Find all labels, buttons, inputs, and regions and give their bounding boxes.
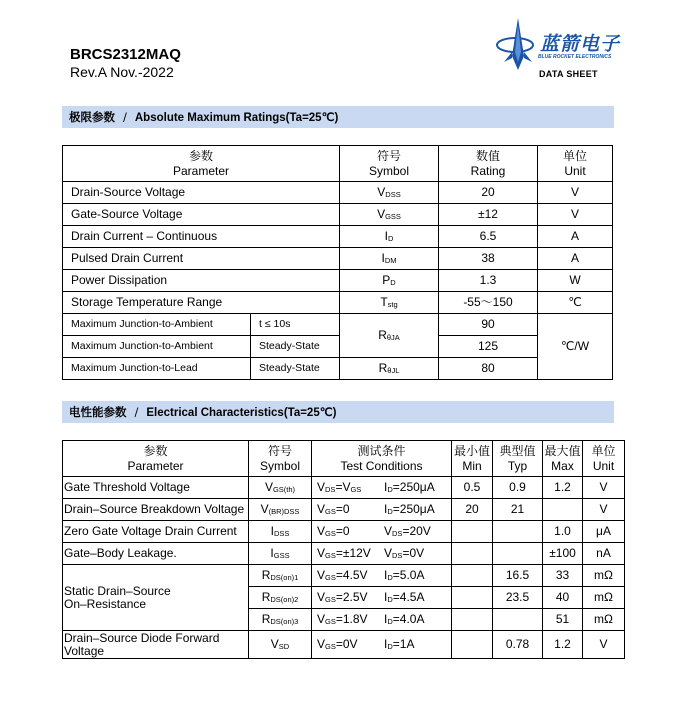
typ-cell: 0.9 bbox=[493, 477, 543, 499]
table-row bbox=[63, 565, 625, 587]
symbol-cell: $I_{GSS}$ bbox=[249, 543, 312, 565]
min-cell bbox=[452, 587, 493, 609]
rating-cell: 20 bbox=[439, 182, 538, 204]
table-row bbox=[63, 226, 613, 248]
rating-cell: 6.5 bbox=[439, 226, 538, 248]
rating-cell: 80 bbox=[439, 358, 538, 380]
rating-cell: -55～150 bbox=[439, 292, 538, 314]
table-row bbox=[63, 292, 613, 314]
param-cell: Static Drain–Source On–Resistance bbox=[63, 565, 249, 631]
symbol-cell: $R_{\theta JL}$ bbox=[340, 358, 439, 380]
typ-cell: 0.78 bbox=[493, 631, 543, 659]
table-row bbox=[63, 521, 625, 543]
symbol-cell: $R_{DS(on)3}$ bbox=[249, 609, 312, 631]
header-test-conditions: 测试条件 Test Conditions bbox=[312, 441, 452, 477]
section-title-en: Electrical Characteristics(Ta=25℃) bbox=[146, 407, 337, 419]
unit-cell: V bbox=[583, 477, 625, 499]
unit-cell: V bbox=[538, 182, 613, 204]
unit-cell: ℃ bbox=[538, 292, 613, 314]
elec-section-bar bbox=[62, 401, 614, 423]
table-header-row bbox=[63, 146, 613, 182]
table-row bbox=[63, 336, 613, 358]
table-row bbox=[63, 204, 613, 226]
header-parameter: 参数 Parameter bbox=[63, 441, 249, 477]
rocket-icon bbox=[496, 16, 542, 72]
logo-chinese-text: 蓝箭电子 bbox=[540, 33, 621, 55]
max-cell: 40 bbox=[543, 587, 583, 609]
min-cell: 0.5 bbox=[452, 477, 493, 499]
typ-cell: 23.5 bbox=[493, 587, 543, 609]
header-rating: 数值 Rating bbox=[439, 146, 538, 182]
condition-cell: $V_{GS}=0$ $V_{DS}=20V$ bbox=[312, 521, 452, 543]
typ-cell bbox=[493, 521, 543, 543]
unit-cell: mΩ bbox=[583, 565, 625, 587]
typ-cell bbox=[493, 609, 543, 631]
param-cell: Storage Temperature Range bbox=[63, 292, 340, 314]
min-cell bbox=[452, 565, 493, 587]
unit-cell: V bbox=[583, 631, 625, 659]
unit-cell: V bbox=[583, 499, 625, 521]
company-logo bbox=[496, 16, 626, 72]
symbol-cell: $T_{stg}$ bbox=[340, 292, 439, 314]
symbol-cell: $R_{DS(on)1}$ bbox=[249, 565, 312, 587]
table-row bbox=[63, 182, 613, 204]
max-cell: 1.2 bbox=[543, 477, 583, 499]
rating-cell: 1.3 bbox=[439, 270, 538, 292]
symbol-cell: $P_D$ bbox=[340, 270, 439, 292]
symbol-cell: $R_{DS(on)2}$ bbox=[249, 587, 312, 609]
elec-table bbox=[62, 440, 625, 659]
condition-cell: $V_{GS}=1.8V$ $I_D=4.0A$ bbox=[312, 609, 452, 631]
param-cell: Drain Current – Continuous bbox=[63, 226, 340, 248]
unit-cell: μA bbox=[583, 521, 625, 543]
min-cell bbox=[452, 543, 493, 565]
abs-max-table bbox=[62, 145, 613, 380]
rating-cell: ±12 bbox=[439, 204, 538, 226]
param-cell: Maximum Junction-to-Ambient bbox=[63, 314, 251, 336]
condition-cell: $V_{GS}=0$ $I_D=250\mu A$ bbox=[312, 499, 452, 521]
part-number: BRCS2312MAQ bbox=[70, 46, 181, 63]
param-cell: Zero Gate Voltage Drain Current bbox=[63, 521, 249, 543]
table-row bbox=[63, 631, 625, 659]
header-unit: 单位 Unit bbox=[583, 441, 625, 477]
param-cell: Gate-Source Voltage bbox=[63, 204, 340, 226]
symbol-cell: $I_D$ bbox=[340, 226, 439, 248]
unit-cell: A bbox=[538, 226, 613, 248]
logo-english-text: BLUE ROCKET ELECTRONICS bbox=[538, 54, 612, 60]
typ-cell bbox=[493, 543, 543, 565]
param-cell: Maximum Junction-to-Ambient bbox=[63, 336, 251, 358]
header-min: 最小值 Min bbox=[452, 441, 493, 477]
param-cell: Drain–Source Diode Forward Voltage bbox=[63, 631, 249, 659]
section-title-en: Absolute Maximum Ratings(Ta=25℃) bbox=[134, 112, 339, 124]
max-cell: 33 bbox=[543, 565, 583, 587]
param-cell: Pulsed Drain Current bbox=[63, 248, 340, 270]
unit-cell: nA bbox=[583, 543, 625, 565]
table-row bbox=[63, 314, 613, 336]
symbol-cell: $V_{DSS}$ bbox=[340, 182, 439, 204]
header-max: 最大值 Max bbox=[543, 441, 583, 477]
max-cell: ±100 bbox=[543, 543, 583, 565]
max-cell: 51 bbox=[543, 609, 583, 631]
min-cell: 20 bbox=[452, 499, 493, 521]
symbol-cell: $V_{GS(th)}$ bbox=[249, 477, 312, 499]
symbol-cell: $I_{DSS}$ bbox=[249, 521, 312, 543]
unit-cell: mΩ bbox=[583, 587, 625, 609]
param-cell: Drain–Source Breakdown Voltage bbox=[63, 499, 249, 521]
param-cell: Gate Threshold Voltage bbox=[63, 477, 249, 499]
typ-cell: 16.5 bbox=[493, 565, 543, 587]
rating-cell: 90 bbox=[439, 314, 538, 336]
header-unit: 单位 Unit bbox=[538, 146, 613, 182]
param-cell: Drain-Source Voltage bbox=[63, 182, 340, 204]
table-row bbox=[63, 543, 625, 565]
condition-cell: $V_{GS}=2.5V$ $I_D=4.5A$ bbox=[312, 587, 452, 609]
header-parameter: 参数 Parameter bbox=[63, 146, 340, 182]
unit-cell: mΩ bbox=[583, 609, 625, 631]
max-cell: 1.0 bbox=[543, 521, 583, 543]
unit-cell: W bbox=[538, 270, 613, 292]
section-title-cn: 极限参数 bbox=[69, 110, 115, 124]
symbol-cell: $V_{GSS}$ bbox=[340, 204, 439, 226]
table-row bbox=[63, 477, 625, 499]
header-symbol: 符号 Symbol bbox=[340, 146, 439, 182]
condition-cell: $V_{GS}=\pm 12V$ $V_{DS}=0V$ bbox=[312, 543, 452, 565]
max-cell: 1.2 bbox=[543, 631, 583, 659]
min-cell bbox=[452, 631, 493, 659]
unit-cell: A bbox=[538, 248, 613, 270]
symbol-cell: $V_{SD}$ bbox=[249, 631, 312, 659]
condition-cell: t ≤ 10s bbox=[251, 314, 340, 336]
condition-cell: $V_{GS}=4.5V$ $I_D=5.0A$ bbox=[312, 565, 452, 587]
table-row bbox=[63, 358, 613, 380]
doc-type-label: DATA SHEET bbox=[539, 69, 598, 79]
symbol-cell: $V_{(BR)DSS}$ bbox=[249, 499, 312, 521]
section-title-cn: 电性能参数 bbox=[69, 405, 127, 419]
rating-cell: 125 bbox=[439, 336, 538, 358]
abs-max-section-bar bbox=[62, 106, 614, 128]
condition-cell: Steady-State bbox=[251, 358, 340, 380]
header-typ: 典型值 Typ bbox=[493, 441, 543, 477]
symbol-cell: $R_{\theta JA}$ bbox=[340, 314, 439, 358]
section-separator: / bbox=[134, 405, 139, 419]
condition-cell: $V_{DS}=V_{GS}$ $I_D=250\mu A$ bbox=[312, 477, 452, 499]
param-cell: Gate–Body Leakage. bbox=[63, 543, 249, 565]
param-cell: Maximum Junction-to-Lead bbox=[63, 358, 251, 380]
section-separator: / bbox=[123, 110, 127, 124]
symbol-cell: $I_{DM}$ bbox=[340, 248, 439, 270]
min-cell bbox=[452, 521, 493, 543]
unit-cell: V bbox=[538, 204, 613, 226]
table-row bbox=[63, 248, 613, 270]
unit-cell: ℃/W bbox=[538, 314, 613, 380]
max-cell bbox=[543, 499, 583, 521]
param-cell: Power Dissipation bbox=[63, 270, 340, 292]
revision: Rev.A Nov.-2022 bbox=[70, 64, 174, 80]
header-symbol: 符号 Symbol bbox=[249, 441, 312, 477]
min-cell bbox=[452, 609, 493, 631]
condition-cell: $V_{GS}=0V$ $I_D=1A$ bbox=[312, 631, 452, 659]
rating-cell: 38 bbox=[439, 248, 538, 270]
condition-cell: Steady-State bbox=[251, 336, 340, 358]
typ-cell: 21 bbox=[493, 499, 543, 521]
table-row bbox=[63, 499, 625, 521]
table-header-row bbox=[63, 441, 625, 477]
table-row bbox=[63, 270, 613, 292]
